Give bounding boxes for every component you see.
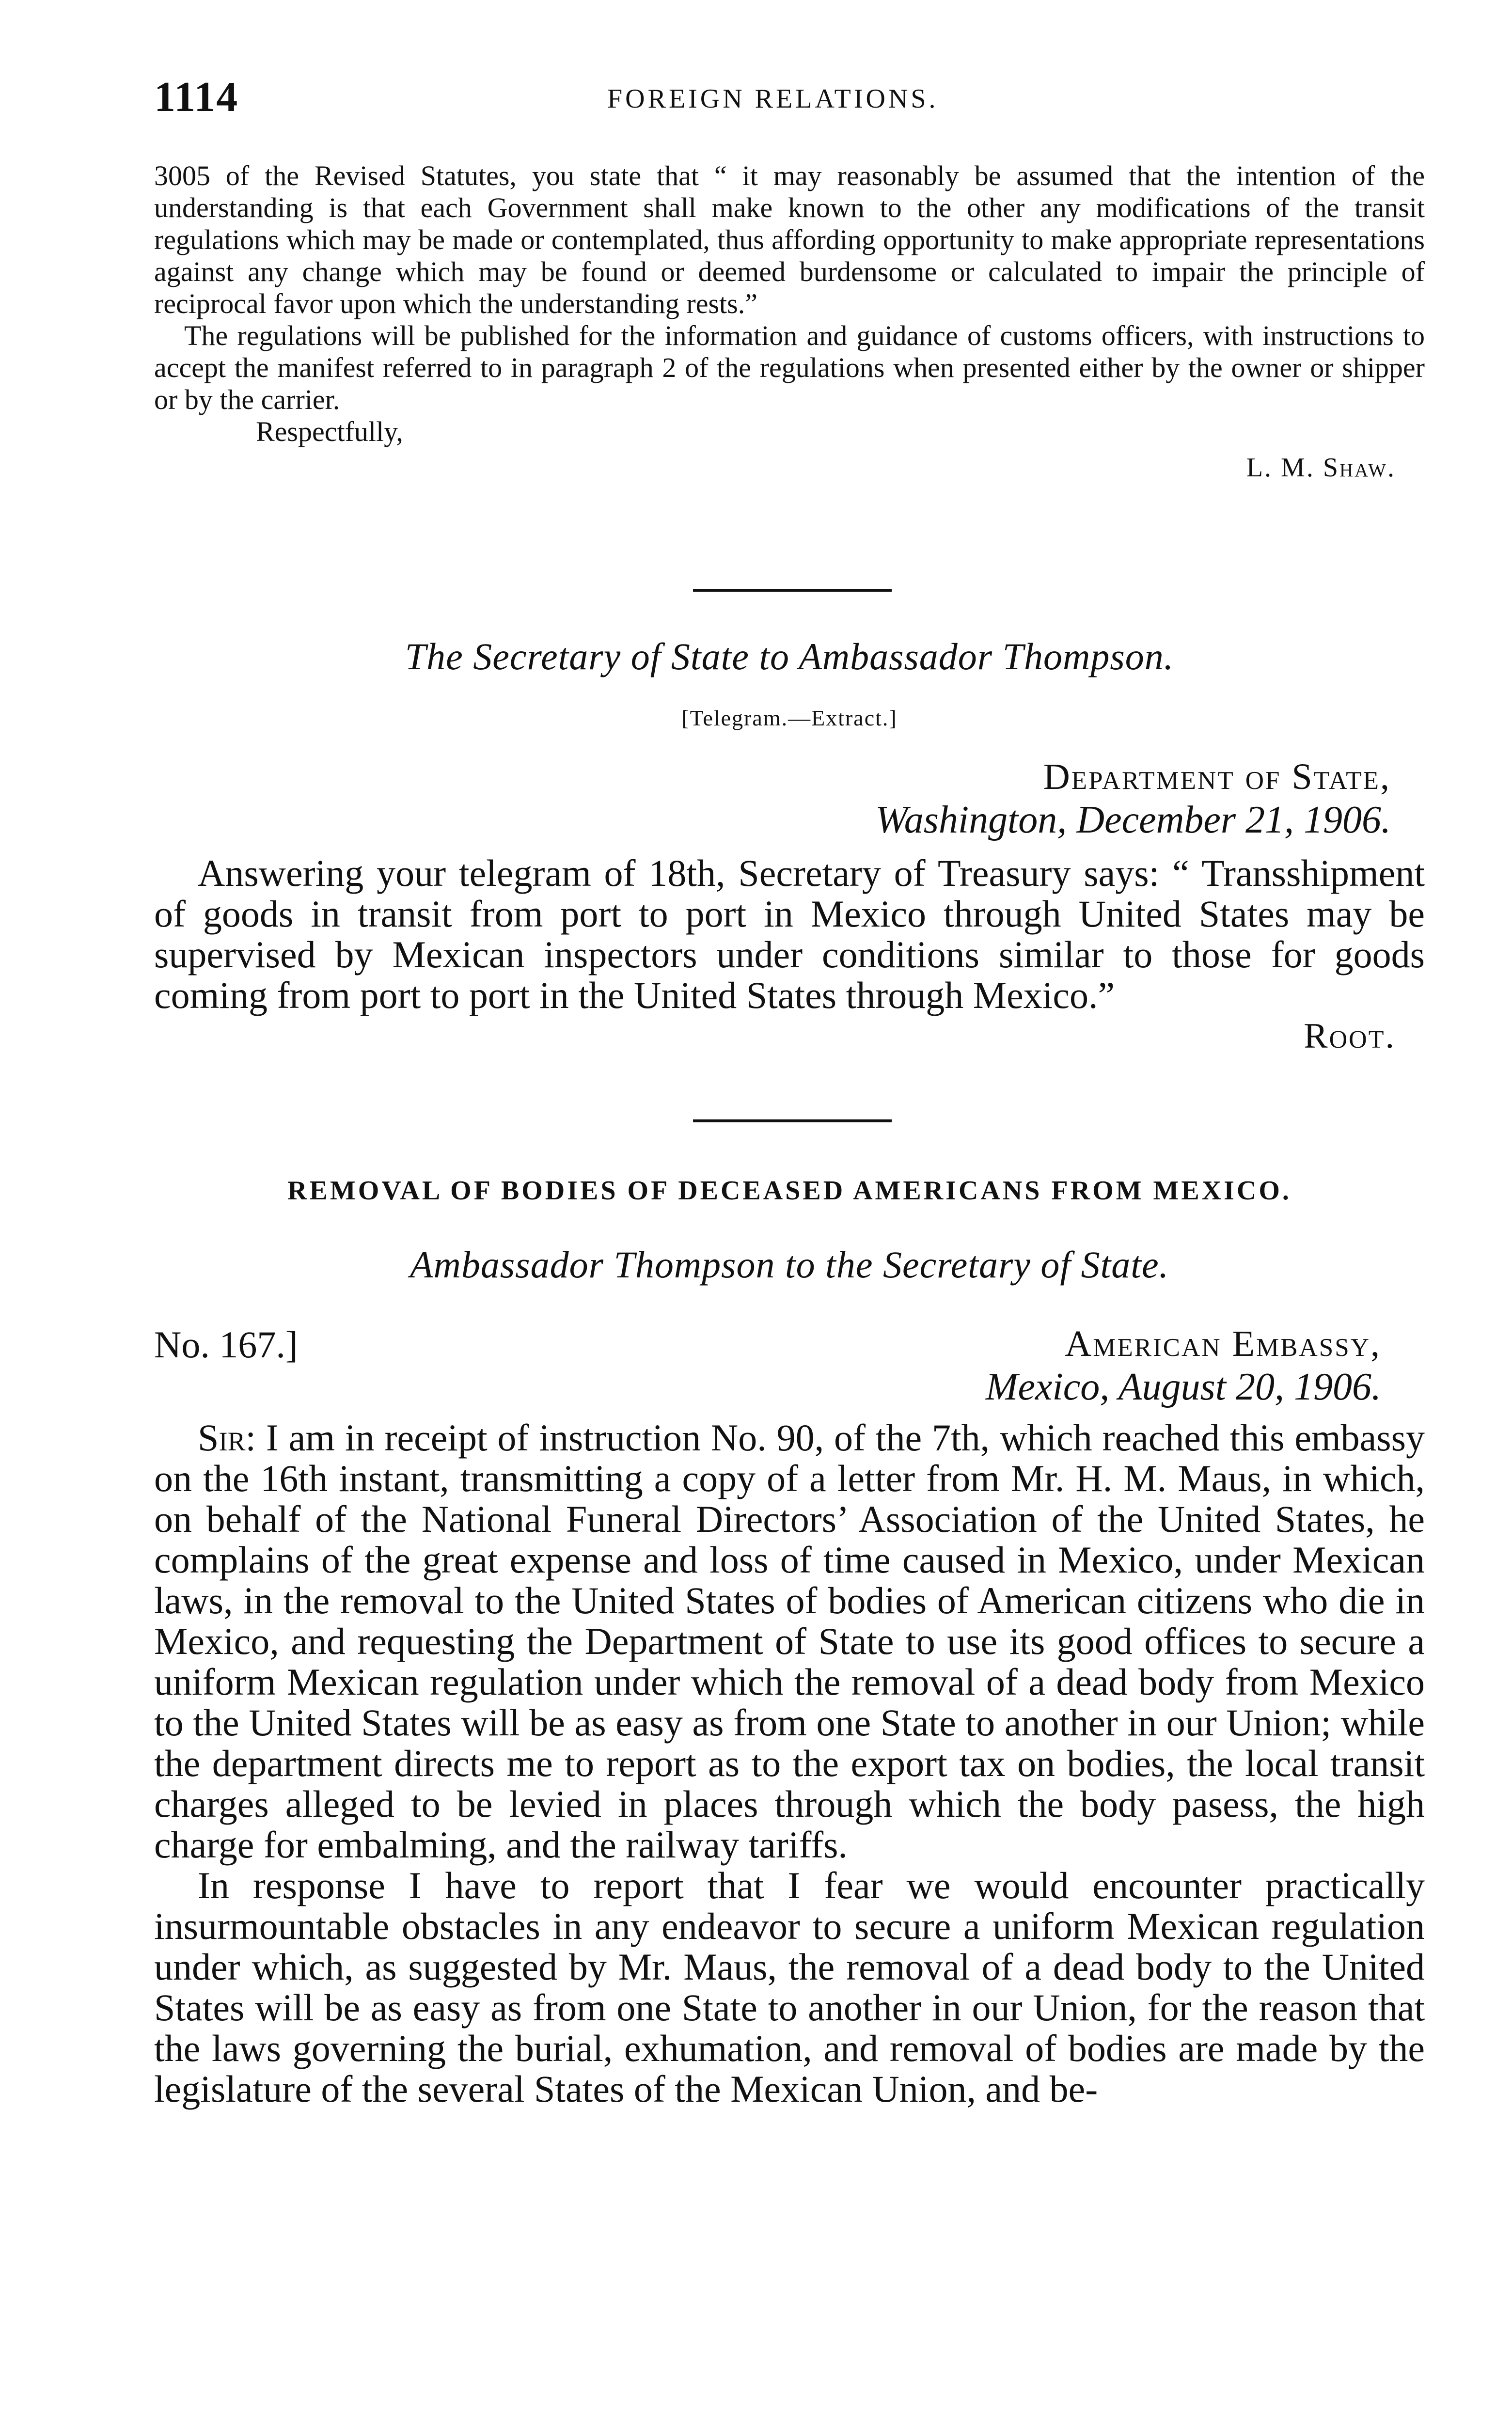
shaw-letter-continuation [154,160,1425,484]
dateline [875,756,1391,842]
paragraph [154,1417,1425,1865]
section-title: REMOVAL OF BODIES OF DECEASED AMERICANS FROM MEXICO. [287,1176,1292,1206]
paragraph-text: : I am in receipt of instruction No. 90, of the 7th, which reached this embassy on the 16th instant, transmitting a copy of a letter from Mr. H. M. Maus, in which, on behalf of the National Funeral Directors’ Association of the United States, he complains of the great expense and loss of time caused in Mexico, under Mexican laws, in the removal to the United States of bodies of American citizens who die in Mexico, and requesting the Department of State to use its good offices to secure a uniform Mexican regulation under which the removal of a dead body from Mexico to the United States will be as easy as from one State to another in our Union; while the department directs me to report as to the export tax on bodies, the local transit charges alleged to be levied in places through which the body pasess, the high charge for embalming, and the railway tariffs. [154,1416,1425,1866]
closing: Respectfully, [256,416,403,447]
office-name: American Embassy, [1065,1323,1381,1364]
paragraph: Answering your telegram of 18th, Secretary of Treasury says: “ Transshipment of goods in transit from port to port in Mexico through United States may be supervised by Mexican inspectors under conditions similar to those for goods coming from port to port in the United States through Mexico.” [154,852,1425,1016]
document-heading: Ambassador Thompson to the Secretary of State. [410,1243,1169,1286]
signature: L. M. Shaw. [1246,453,1396,483]
page-number: 1114 [154,74,239,121]
telegram-body [154,853,1425,1056]
separator-rule [693,1119,892,1122]
running-head [154,73,1425,126]
document-number: No. 167.] [154,1323,298,1366]
dateline [986,1323,1381,1409]
paragraph: In response I have to report that I fear we would encounter practically insurmountable obstacles in any endeavor to secure a uniform Mexican regulation under which, as suggested by Mr. Maus, the removal of a dead body to the United States will be as easy as from one State to another in our Union, for the reason that the laws governing the burial, exhumation, and removal of bodies are made by the legislature of the several States of the Mexican Union, and be- [154,1864,1425,2110]
place-date: Mexico, August 20, 1906. [985,1366,1381,1408]
signature: Root. [1304,1016,1396,1056]
paragraph: 3005 of the Revised Statutes, you state that “ it may reasonably be assumed that the intention of the understanding is that each Government shall make known to the other any modifications of the transit regulations which may be made or contemplated, thus affording opportunity to make appropriate representations against any change which may be found or deemed burdensome or calculated to impair the principle of reciprocal favor upon which the understanding rests.” [154,160,1425,319]
place-date: Washington, December 21, 1906. [875,799,1391,841]
salutation: Sir [198,1416,246,1459]
running-title: FOREIGN RELATIONS. [607,84,939,114]
document-note: [Telegram.—Extract.] [681,706,898,730]
dispatch-body [154,1417,1425,2109]
paragraph: The regulations will be published for the information and guidance of customs officers, with instructions to accept the manifest referred to in paragraph 2 of the regulations when presented either by the owner or shipper or by the carrier. [154,320,1425,415]
separator-rule [693,589,892,592]
office-name: Department of State, [1043,756,1391,797]
document-heading: The Secretary of State to Ambassador Thompson. [405,635,1174,677]
